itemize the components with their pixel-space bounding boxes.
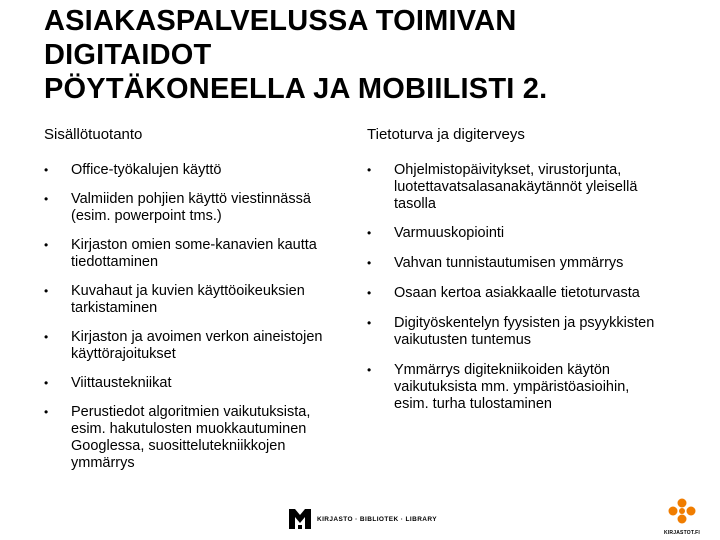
bullet-icon: •: [44, 284, 49, 298]
list-item-text: Valmiiden pohjien käyttö viestinnässä (esim. powerpoint tms.): [71, 191, 311, 224]
bullet-icon: •: [367, 256, 372, 270]
kirjastot-logo-text: KIRJASTOT.FI: [664, 530, 700, 536]
list-item-text: Osaan kertoa asiakkaalle tietoturvasta: [394, 285, 640, 301]
bullet-icon: •: [44, 376, 49, 390]
list-item: [44, 191, 349, 225]
left-bullet-list: [44, 162, 349, 472]
list-item: [367, 162, 667, 213]
bullet-icon: •: [44, 192, 49, 206]
list-item-text: Ymmärrys digitekniikoiden käytön vaikutuksista mm. ympäristöasioihin, esim. turha tulostaminen: [394, 362, 630, 412]
list-item: [44, 375, 349, 392]
right-bullet-list: [367, 162, 667, 413]
list-item-text: Office-työkalujen käyttö: [71, 162, 222, 178]
right-column: [367, 126, 667, 426]
bullet-icon: •: [367, 363, 372, 377]
library-logo: [287, 506, 437, 532]
list-item-text: Ohjelmistopäivitykset, virustorjunta, luotettavatsalasanakäytännöt yleisellä tasolla: [394, 162, 638, 212]
library-logo-text: KIRJASTO · BIBLIOTEK · LIBRARY: [317, 515, 437, 523]
list-item-text: Varmuuskopiointi: [394, 225, 505, 241]
list-item: [44, 162, 349, 179]
left-column-heading: Sisällötuotanto: [44, 126, 143, 143]
list-item: [44, 329, 349, 363]
list-item: [367, 225, 667, 242]
bullet-icon: •: [367, 316, 372, 330]
bullet-icon: •: [44, 163, 49, 177]
title-line-1: ASIAKASPALVELUSSA TOIMIVAN: [44, 5, 517, 37]
list-item-text: Vahvan tunnistautumisen ymmärrys: [394, 255, 624, 271]
list-item-text: Kirjaston ja avoimen verkon aineistojen käyttörajoitukset: [71, 329, 323, 362]
list-item-text: Perustiedot algoritmien vaikutuksista, esim. hakutulosten muokkautuminen Googlessa, suosittelutekniikkojen ymmärrys: [71, 404, 311, 471]
bullet-icon: •: [44, 238, 49, 252]
kirjastot-logo: [662, 498, 702, 536]
list-item: [367, 362, 667, 413]
title-line-3: PÖYTÄKONEELLA JA MOBIILISTI 2.: [44, 73, 548, 105]
bullet-icon: •: [367, 163, 372, 177]
list-item-text: Kuvahaut ja kuvien käyttöoikeuksien tarkistaminen: [71, 283, 305, 316]
bullet-icon: •: [44, 330, 49, 344]
bullet-icon: •: [367, 226, 372, 240]
list-item: [367, 285, 667, 302]
list-item: [44, 283, 349, 317]
list-item: [44, 237, 349, 271]
right-column-heading: Tietoturva ja digiterveys: [367, 126, 525, 143]
library-logo-icon: [287, 506, 313, 532]
slide-title: [44, 4, 547, 106]
list-item-text: Kirjaston omien some-kanavien kautta tiedottaminen: [71, 237, 317, 270]
list-item: [44, 404, 349, 472]
bullet-icon: •: [367, 286, 372, 300]
list-item-text: Digityöskentelyn fyysisten ja psyykkisten vaikutusten tuntemus: [394, 315, 655, 348]
kirjastot-logo-icon: [665, 498, 699, 524]
list-item: [367, 315, 667, 349]
left-column: [44, 126, 349, 484]
title-line-2: DIGITAIDOT: [44, 39, 212, 71]
list-item-text: Viittaustekniikat: [71, 375, 172, 391]
bullet-icon: •: [44, 405, 49, 419]
list-item: [367, 255, 667, 272]
